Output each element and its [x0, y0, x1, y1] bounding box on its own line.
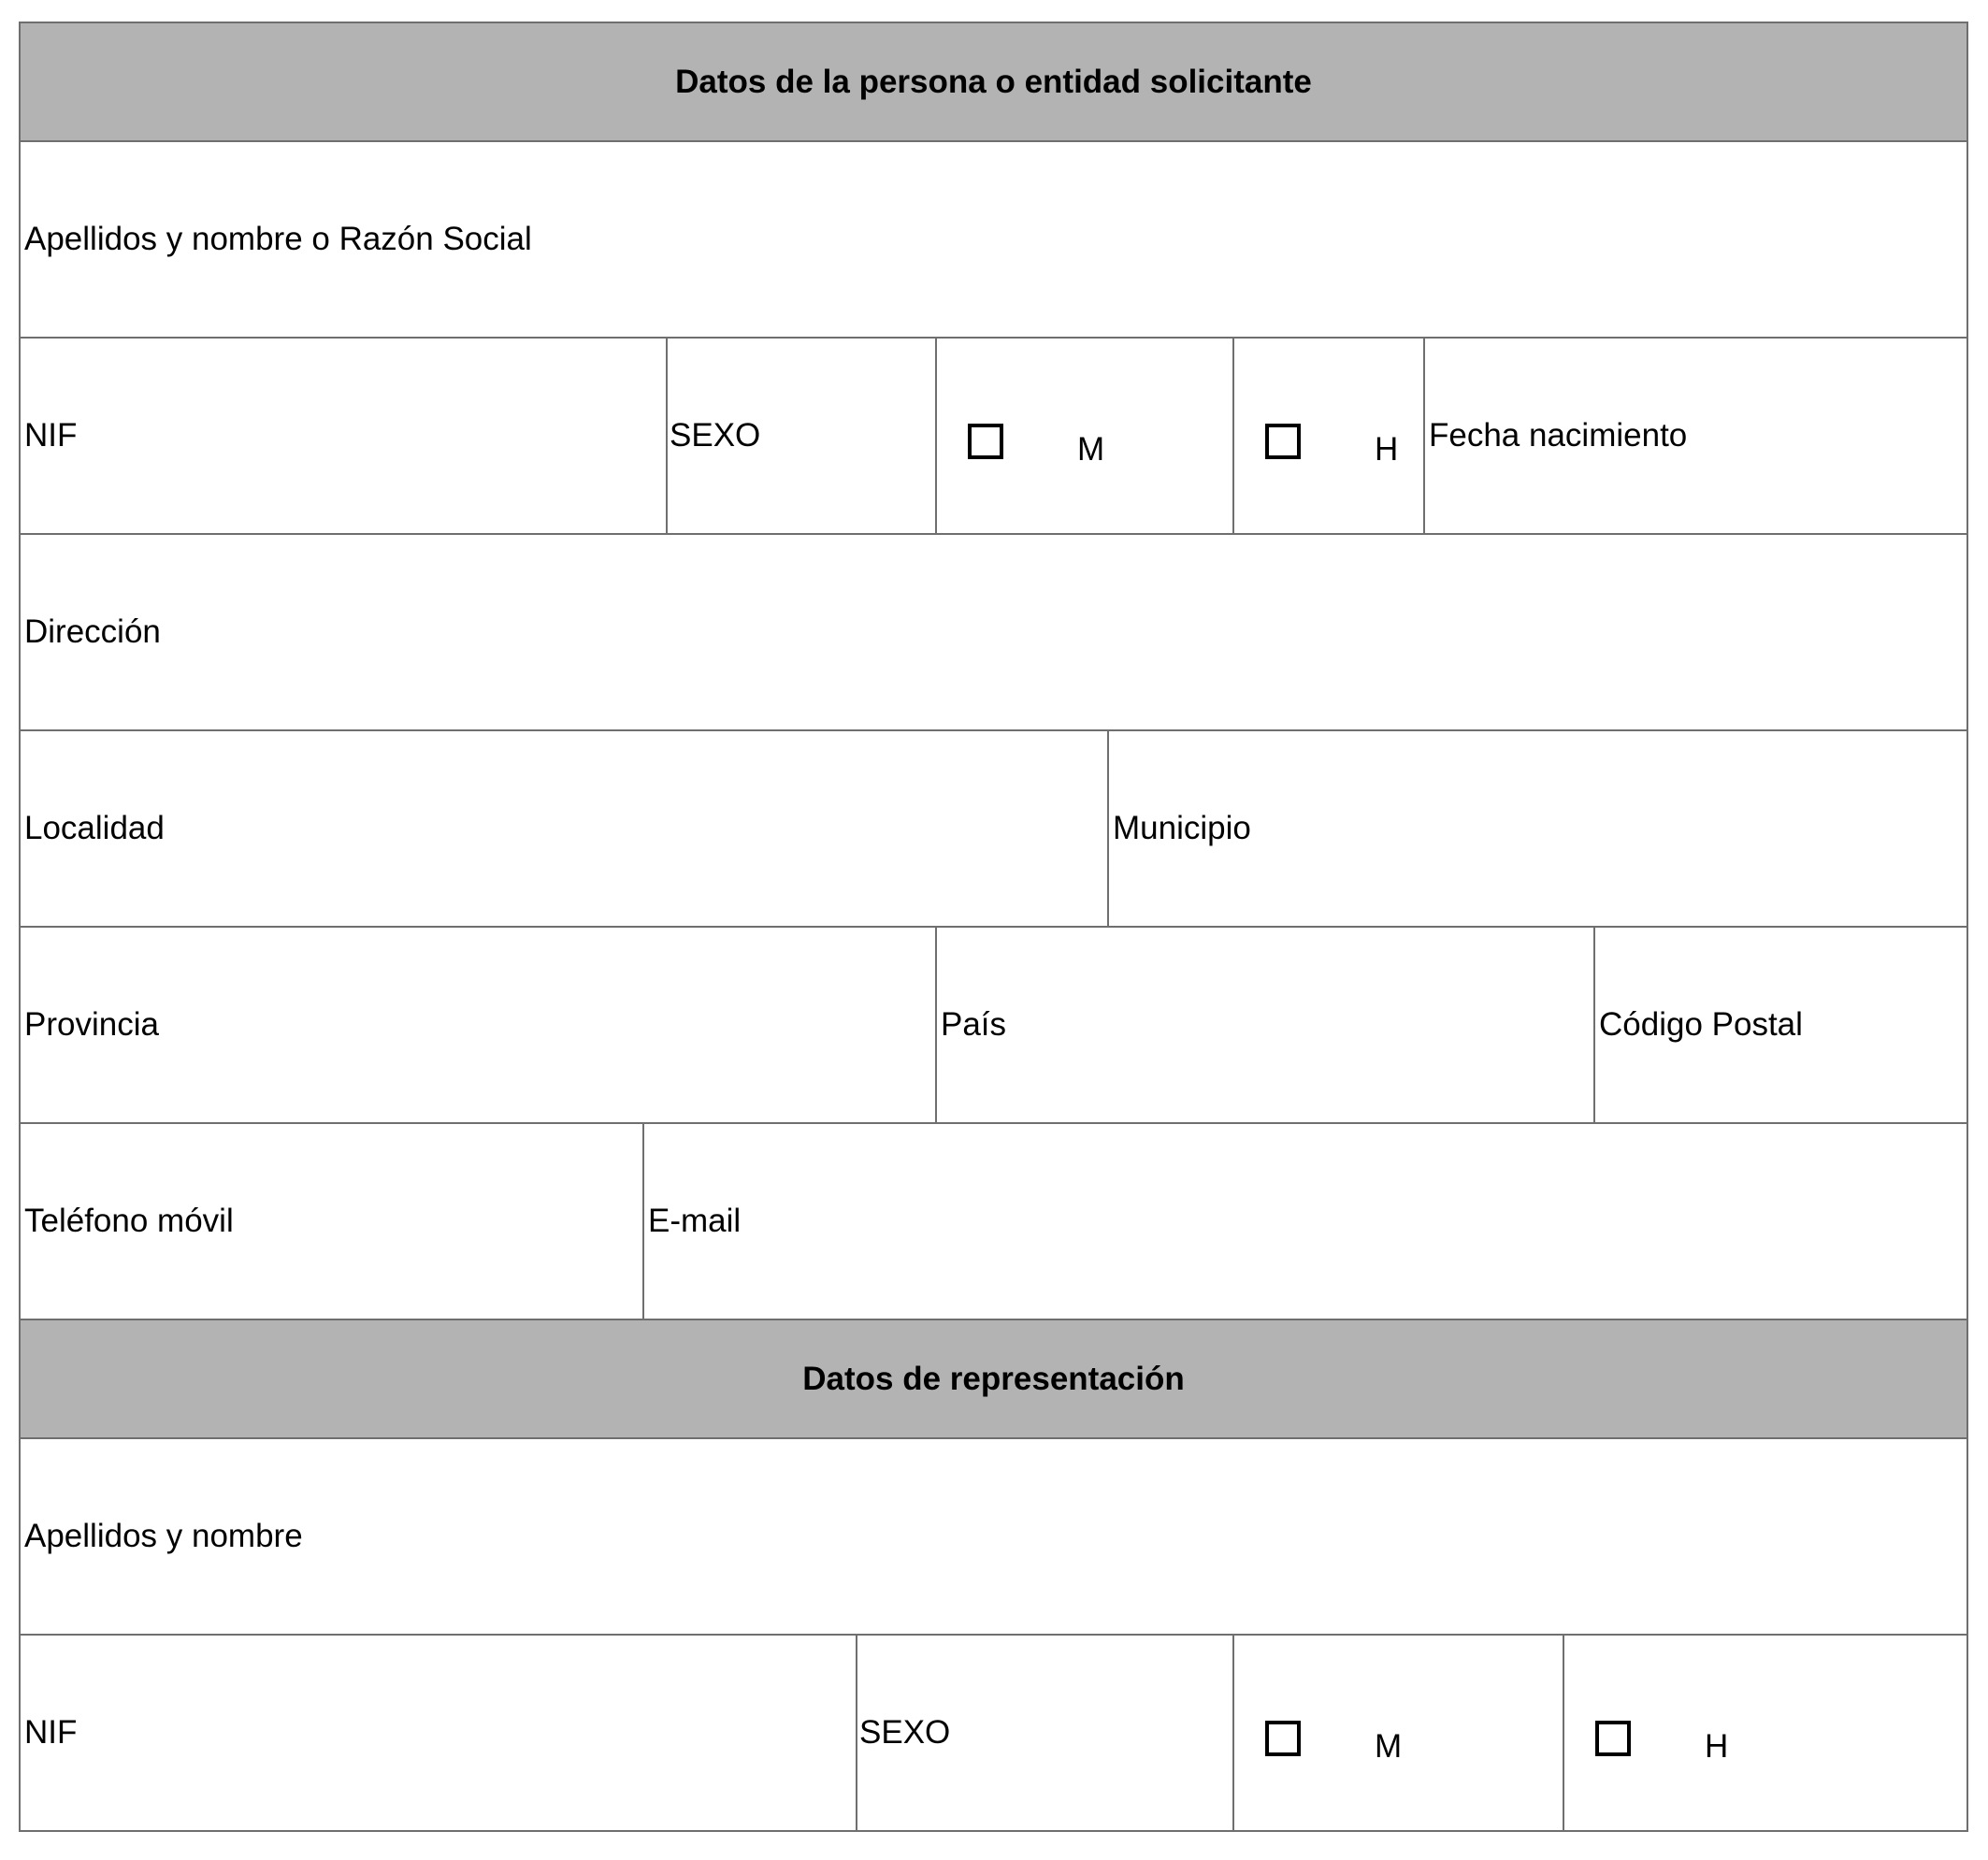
representative-sex-cell [856, 1634, 1234, 1832]
representative-nif-label: NIF [24, 1714, 78, 1751]
applicant-country-label: País [941, 1006, 1007, 1043]
applicant-email-label: E-mail [648, 1203, 742, 1239]
applicant-province-field[interactable] [19, 926, 937, 1124]
applicant-postal-code-field[interactable] [1593, 926, 1968, 1124]
applicant-municipality-field[interactable] [1107, 729, 1968, 928]
section-header-applicant [19, 22, 1968, 142]
applicant-email-field[interactable] [642, 1122, 1968, 1320]
applicant-sex-m-cell [935, 337, 1234, 535]
representative-sex-h-checkbox[interactable] [1595, 1721, 1631, 1756]
applicant-sex-h-label: H [1375, 431, 1399, 468]
representative-sex-h-label: H [1705, 1728, 1729, 1765]
applicant-sex-m-checkbox[interactable] [968, 424, 1003, 459]
representative-sex-m-label: M [1375, 1728, 1403, 1765]
applicant-sex-label: SEXO [670, 417, 761, 454]
applicant-sex-cell [666, 337, 937, 535]
representative-name-field[interactable] [19, 1437, 1968, 1636]
representative-sex-m-checkbox[interactable] [1265, 1721, 1301, 1756]
applicant-name-label: Apellidos y nombre o Razón Social [24, 221, 532, 257]
applicant-locality-field[interactable] [19, 729, 1109, 928]
applicant-sex-h-checkbox[interactable] [1265, 424, 1301, 459]
applicant-postal-code-label: Código Postal [1599, 1006, 1803, 1043]
section-title-applicant: Datos de la persona o entidad solicitante [675, 63, 1312, 100]
representative-sex-m-cell [1232, 1634, 1564, 1832]
applicant-locality-label: Localidad [24, 810, 165, 846]
section-title-representation: Datos de representación [802, 1360, 1185, 1397]
applicant-mobile-label: Teléfono móvil [24, 1203, 234, 1239]
applicant-province-label: Provincia [24, 1006, 159, 1043]
applicant-mobile-field[interactable] [19, 1122, 644, 1320]
applicant-birth-date-label: Fecha nacimiento [1429, 417, 1688, 454]
section-header-representation [19, 1319, 1968, 1439]
applicant-nif-field[interactable] [19, 337, 668, 535]
applicant-birth-date-field[interactable] [1423, 337, 1968, 535]
representative-sex-label: SEXO [859, 1714, 951, 1751]
applicant-country-field[interactable] [935, 926, 1595, 1124]
applicant-nif-label: NIF [24, 417, 78, 454]
applicant-municipality-label: Municipio [1113, 810, 1251, 846]
applicant-sex-m-label: M [1077, 431, 1105, 468]
applicant-sex-h-cell [1232, 337, 1425, 535]
applicant-address-label: Dirección [24, 613, 161, 650]
representative-nif-field[interactable] [19, 1634, 857, 1832]
applicant-form [19, 22, 1968, 1841]
applicant-name-field[interactable] [19, 140, 1968, 339]
applicant-address-field[interactable] [19, 533, 1968, 731]
representative-sex-h-cell [1563, 1634, 1968, 1832]
representative-name-label: Apellidos y nombre [24, 1518, 303, 1554]
